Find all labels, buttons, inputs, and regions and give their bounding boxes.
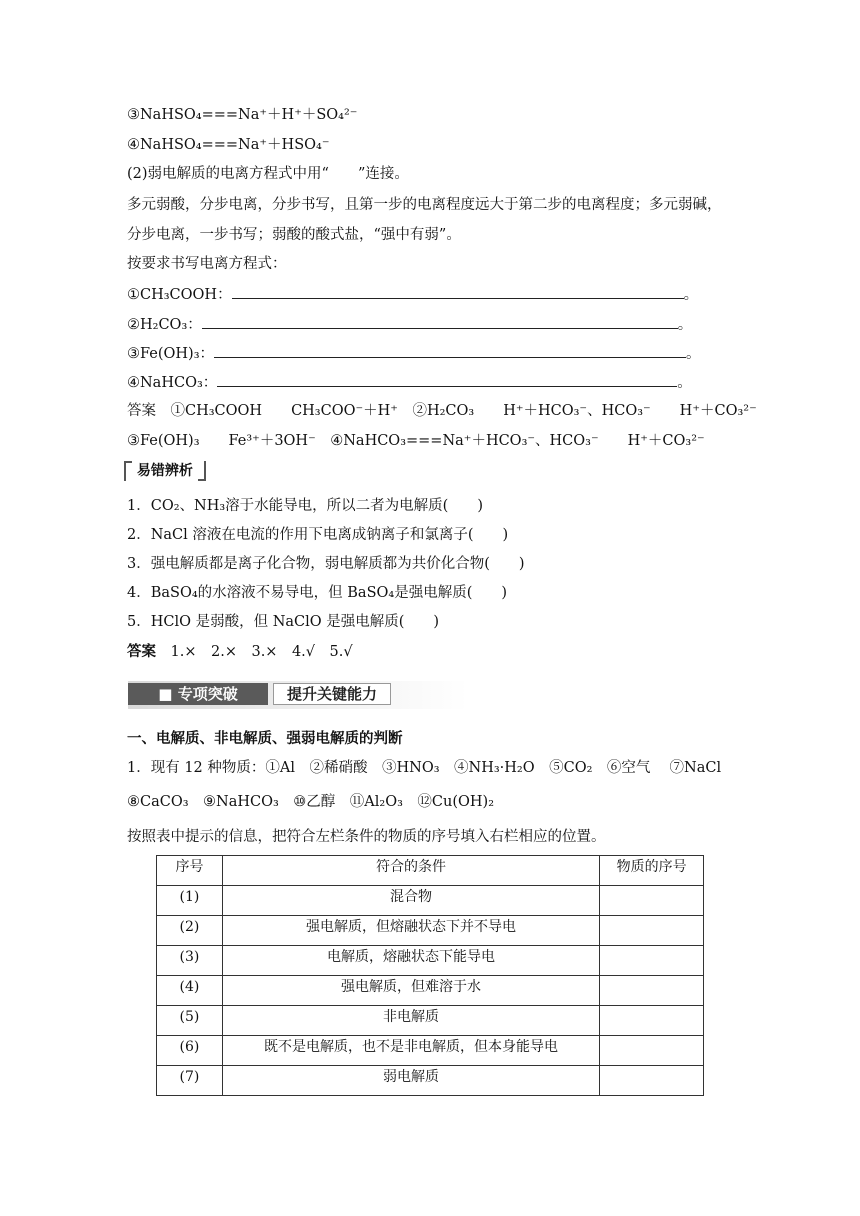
row-index: (1) (157, 886, 223, 916)
classification-table (156, 855, 704, 1096)
table-row (157, 946, 704, 976)
exercise-h2co3 (127, 314, 692, 335)
period: 。 (677, 375, 692, 391)
exercise-ch3cooh (127, 284, 698, 305)
row-answer-cell[interactable] (600, 1066, 704, 1096)
table-row (157, 1066, 704, 1096)
exercise-feoh3 (127, 343, 701, 364)
table-instruction: 按照表中提示的信息，把符合左栏条件的物质的序号填入右栏相应的位置。 (127, 829, 606, 845)
answer-label: 答案 (127, 643, 156, 660)
row-index: (4) (157, 976, 223, 1006)
period: 。 (677, 317, 693, 333)
judge-item-4: 4．BaSO₄的水溶液不易导电，但 BaSO₄是强电解质( ) (127, 585, 508, 601)
header-condition: 符合的条件 (222, 856, 599, 886)
answer-line-1: 答案 ①CH₃COOH CH₃COO⁻＋H⁺ ②H₂CO₃ H⁺＋HCO₃⁻、HCO₃⁻ H⁺＋CO₃²⁻ (127, 403, 757, 419)
exercise-nahco3 (127, 372, 692, 393)
banner-right: 提升关键能力 (273, 683, 391, 705)
row-index: (3) (157, 946, 223, 976)
question-substances-1: 1．现有 12 种物质：①Al ②稀硝酸 ③HNO₃ ④NH₃·H₂O ⑤CO₂ ⑥空气 ⑦NaCl (127, 760, 722, 776)
bracket-left-icon (124, 461, 132, 481)
row-condition: 强电解质，但难溶于水 (222, 976, 599, 1006)
row-answer-cell[interactable] (600, 886, 704, 916)
section-heading: 一、电解质、非电解质、强弱电解质的判断 (127, 730, 403, 747)
table-row (157, 1036, 704, 1066)
row-index: (5) (157, 1006, 223, 1036)
table-row (157, 1006, 704, 1036)
explanation-line-1: 多元弱酸，分步电离，分步书写，且第一步的电离程度远大于第二步的电离程度；多元弱碱， (127, 197, 722, 213)
header-substances: 物质的序号 (600, 856, 704, 886)
judge-item-5: 5．HClO 是弱酸，但 NaClO 是强电解质( ) (127, 614, 440, 630)
answer-blank[interactable] (232, 284, 684, 299)
header-index: 序号 (157, 856, 223, 886)
table-row (157, 886, 704, 916)
row-condition: 电解质，熔融状态下能导电 (222, 946, 599, 976)
judge-item-1: 1．CO₂、NH₃溶于水能导电，所以二者为电解质( ) (127, 498, 483, 514)
judge-item-3: 3．强电解质都是离子化合物，弱电解质都为共价化合物( ) (127, 556, 525, 572)
row-answer-cell[interactable] (600, 916, 704, 946)
period: 。 (683, 287, 699, 303)
row-index: (7) (157, 1066, 223, 1096)
section-tag-error-analysis (124, 460, 206, 482)
answer-line-2: ③Fe(OH)₃ Fe³⁺＋3OH⁻ ④NaHCO₃===Na⁺＋HCO₃⁻、HCO₃⁻ H⁺＋CO₃²⁻ (127, 433, 705, 449)
equation-nahso4-partial: ④NaHSO₄===Na⁺＋HSO₄⁻ (127, 137, 330, 153)
table-row (157, 916, 704, 946)
bracket-right-icon (198, 461, 206, 481)
row-condition: 弱电解质 (222, 1066, 599, 1096)
equation-nahso4-full: ③NaHSO₄===Na⁺＋H⁺＋SO₄²⁻ (127, 107, 358, 123)
answer-blank[interactable] (202, 314, 678, 329)
exercise-label: ①CH₃COOH： (127, 287, 232, 303)
row-answer-cell[interactable] (600, 1006, 704, 1036)
answer-blank[interactable] (217, 372, 677, 387)
row-condition: 强电解质，但熔融状态下并不导电 (222, 916, 599, 946)
table-row (157, 976, 704, 1006)
explanation-line-2: 分步电离，一步书写；弱酸的酸式盐，“强中有弱”。 (127, 227, 461, 243)
table-header-row (157, 856, 704, 886)
judge-item-2: 2．NaCl 溶液在电流的作用下电离成钠离子和氯离子( ) (127, 527, 509, 543)
row-index: (2) (157, 916, 223, 946)
row-answer-cell[interactable] (600, 946, 704, 976)
section-banner (128, 681, 468, 709)
exercise-label: ②H₂CO₃： (127, 317, 202, 333)
judge-answers (127, 642, 353, 662)
section-tag-label: 易错辨析 (136, 463, 193, 479)
answer-blank[interactable] (214, 343, 686, 358)
row-condition: 非电解质 (222, 1006, 599, 1036)
weak-electrolyte-note: (2)弱电解质的电离方程式中用“ ”连接。 (127, 166, 409, 182)
exercise-label: ③Fe(OH)₃： (127, 346, 215, 362)
answer-values: 1.× 2.× 3.× 4.√ 5.√ (170, 644, 353, 660)
period: 。 (686, 346, 701, 362)
row-condition: 既不是电解质，也不是非电解质，但本身能导电 (222, 1036, 599, 1066)
question-substances-2: ⑧CaCO₃ ⑨NaHCO₃ ⑩乙醇 ⑪Al₂O₃ ⑫Cu(OH)₂ (127, 794, 495, 810)
row-answer-cell[interactable] (600, 1036, 704, 1066)
banner-left: ■ 专项突破 (128, 683, 268, 705)
row-index: (6) (157, 1036, 223, 1066)
row-answer-cell[interactable] (600, 976, 704, 1006)
exercise-label: ④NaHCO₃： (127, 375, 218, 391)
row-condition: 混合物 (222, 886, 599, 916)
instruction-write: 按要求书写电离方程式： (127, 256, 287, 272)
